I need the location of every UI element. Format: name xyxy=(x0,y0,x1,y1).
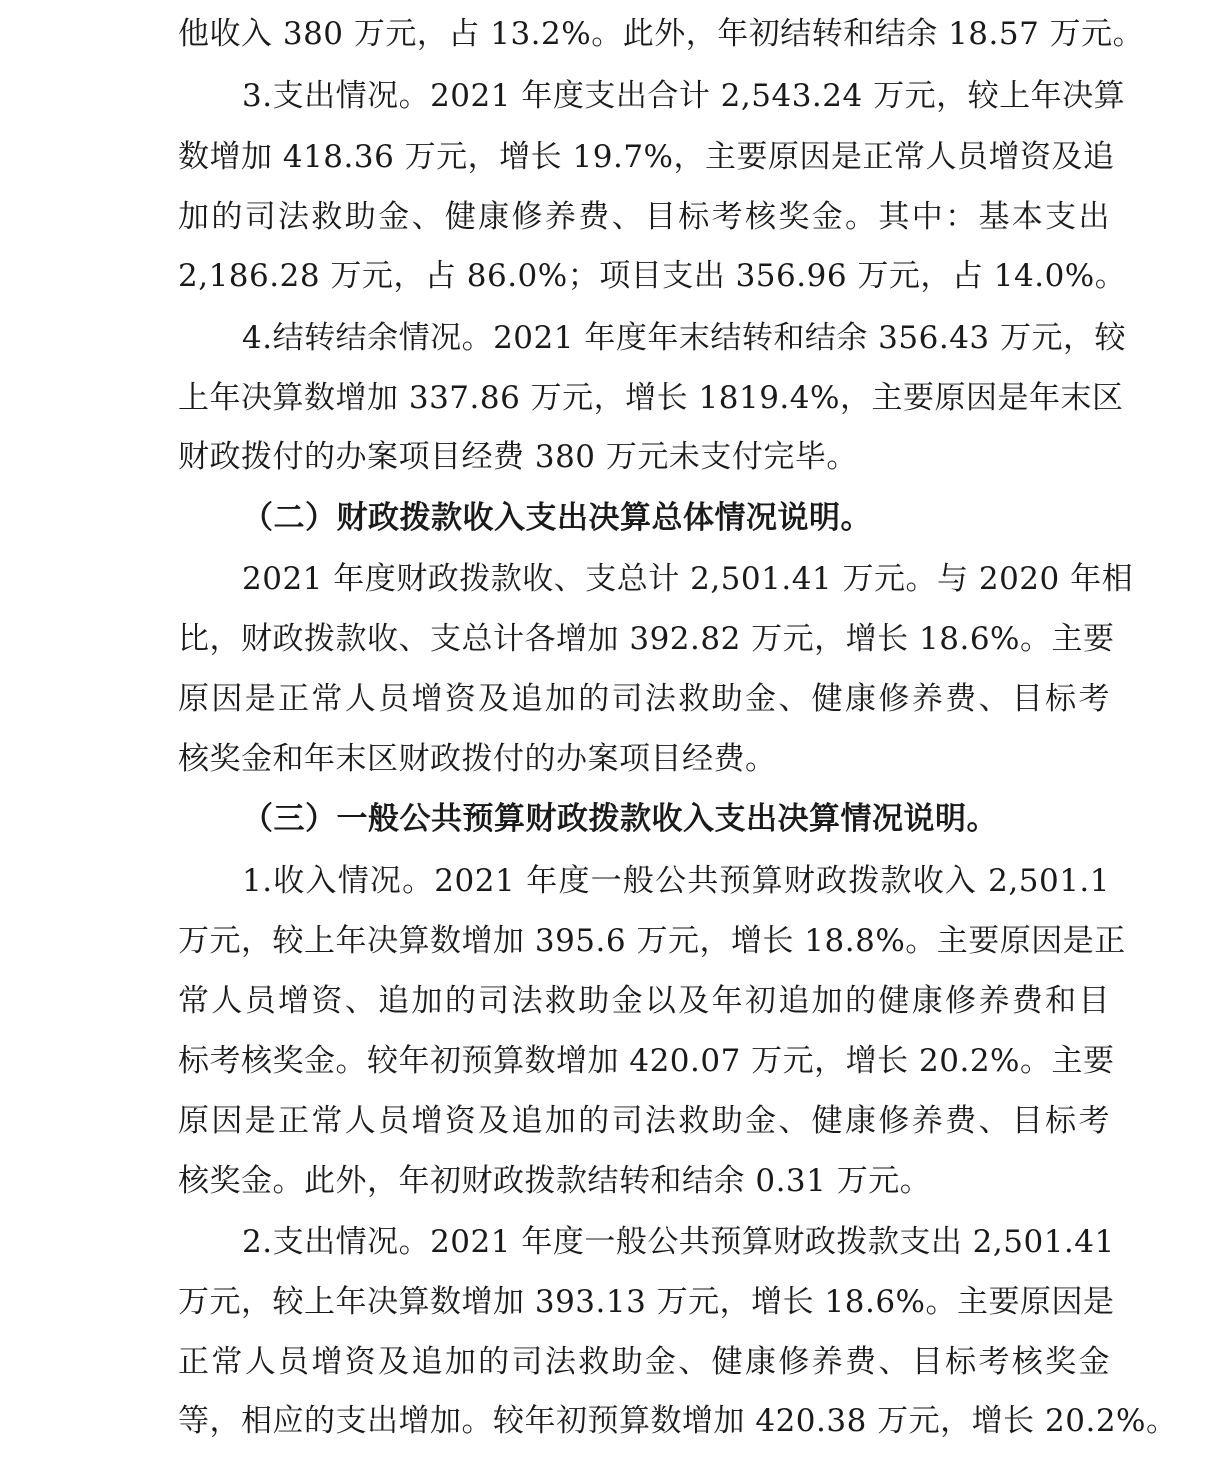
text-line: 2,186.28 万元，占 86.0%；项目支出 356.96 万元，占 14.0%。 xyxy=(178,258,1127,294)
text-line: 财政拨付的办案项目经费 380 万元未支付完毕。 xyxy=(178,439,858,475)
text-line: 他收入 380 万元，占 13.2%。此外，年初结转和结余 18.57 万元。 xyxy=(178,16,1145,52)
text-line: 万元，较上年决算数增加 393.13 万元，增长 18.6%。主要原因是 xyxy=(178,1284,1115,1320)
text-line: 2021 年度财政拨款收、支总计 2,501.41 万元。与 2020 年相 xyxy=(242,561,1134,597)
text-line: 数增加 418.36 万元，增长 19.7%，主要原因是正常人员增资及追 xyxy=(178,139,1115,175)
text-line: 正常人员增资及追加的司法救助金、健康修养费、目标考核奖金 xyxy=(178,1344,1110,1380)
text-line: 核奖金和年末区财政拨付的办案项目经费。 xyxy=(178,741,777,777)
text-line: 1.收入情况。2021 年度一般公共预算财政拨款收入 2,501.1 xyxy=(242,863,1110,899)
text-line: 标考核奖金。较年初预算数增加 420.07 万元，增长 20.2%。主要 xyxy=(178,1043,1115,1079)
text-line: 2.支出情况。2021 年度一般公共预算财政拨款支出 2,501.41 xyxy=(242,1224,1115,1260)
text-line: 等，相应的支出增加。较年初预算数增加 420.38 万元，增长 20.2%。 xyxy=(178,1403,1178,1439)
text-line: 原因是正常人员增资及追加的司法救助金、健康修养费、目标考 xyxy=(178,681,1110,717)
text-line: 4.结转结余情况。2021 年度年末结转和结余 356.43 万元，较 xyxy=(242,320,1126,356)
text-line: 加的司法救助金、健康修养费、目标考核奖金。其中：基本支出 xyxy=(178,199,1110,235)
text-line: 核奖金。此外，年初财政拨款结转和结余 0.31 万元。 xyxy=(178,1163,932,1199)
text-line: 3.支出情况。2021 年度支出合计 2,543.24 万元，较上年决算 xyxy=(242,78,1126,114)
text-line: 比，财政拨款收、支总计各增加 392.82 万元，增长 18.6%。主要 xyxy=(178,621,1115,657)
text-line: 原因是正常人员增资及追加的司法救助金、健康修养费、目标考 xyxy=(178,1103,1110,1139)
section-heading: （三）一般公共预算财政拨款收入支出决算情况说明。 xyxy=(242,801,998,837)
text-line: 上年决算数增加 337.86 万元，增长 1819.4%，主要原因是年末区 xyxy=(178,380,1124,416)
text-line: 万元，较上年决算数增加 395.6 万元，增长 18.8%。主要原因是正 xyxy=(178,923,1126,959)
section-heading: （二）财政拨款收入支出决算总体情况说明。 xyxy=(242,500,872,536)
text-line: 常人员增资、追加的司法救助金以及年初追加的健康修养费和目 xyxy=(178,983,1110,1019)
